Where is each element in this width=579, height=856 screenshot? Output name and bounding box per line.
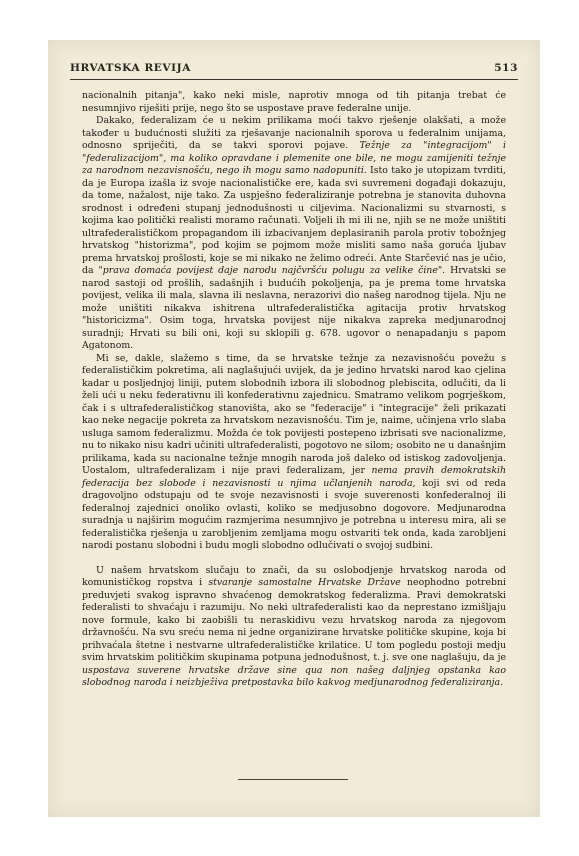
paragraph: [82, 565, 506, 690]
header-rule: [70, 79, 518, 80]
journal-page: [48, 40, 540, 817]
text-run: Dakako, federalizam će u nekim prilikama moći takvo rješenje olakšati, a može također u budućnosti služiti za rješavanje nacionalnih sporova u federalnim unijama, odnosno spriječiti, da se takvi sporovi pojave.: [82, 115, 506, 151]
italic-emphasis: Težnje za "integracijom" i "federalizacijom", ma koliko opravdane i plemenite one bile, ne mogu zamijeniti težnje za narodnom nezavisnošću, nego ih mogu samo nadopuniti.: [82, 140, 506, 176]
text-run: Mi se, dakle, slažemo s time, da se hrvatske težnje za nezavisnošću povežu s federalističkim pokretima, ali naglašujući uvijek, da je jedino hrvatski narod kao cjelina kadar u posljednjoj liniji, putem slobodnih izbora ili slobodnog plebiscita, odlučiti, da li želi ući u neku federativnu ili konfederativnu zajednicu. Smatramo velikom pogrješkom, čak i s ultrafederalističkog stanovišta, ako se "federacije" i "integracije" želi prikazati kao neke negacije pokreta za hrvatskom nezavisnošću. Tim je, naime, učinjena vrlo slaba usluga samom federalizmu. Možda će tok povijesti postepeno izbrisati sve nacionalizme, nu to nikako nisu kadri učiniti ultrafederalisti, pogotovo ne silom; osobito ne u današnjim prilikama, kada su nacionalne težnje mnogih naroda još daleko od istiskog zadovoljenja. Uostalom, ultrafederalizam i nije pravi federalizam, jer: [82, 352, 506, 476]
text-run: nacionalnih pitanja", kako neki misle, naprotiv mnoga od tih pitanja trebat će nesumnjivo riješiti prije, nego što se uspostave prave federalne unije.: [82, 90, 506, 114]
page-number: 513: [494, 62, 518, 74]
text-run: neophodno potrebni preduvjeti svakog ispravno shvaćenog demokratskog federalizma. Pravi demokratski federalisti to shvaćaju i razumiju. No neki ultrafederalisti kao da neprestano izmišljaju nove formule, kako bi zaobišli tu neraskidivu vezu hrvatskog naroda za njegovom državnošću. Na svu sreću nema ni jedne organizirane hrvatske političke skupine, koja bi prihvaćala štetne i nestvarne ultrafederalističke krilatice. U tom pogledu postoji medju svim hrvatskim političkim skupinama potpuna jednodušnost, t. j. sve one naglašuju, da je: [82, 577, 507, 663]
closing-rule: [238, 779, 348, 780]
text-run: Isto tako je utopizam tvrditi, da je Europa izašla iz svoje nacionalističke ere, kada svi suvremeni događaji dokazuju, da tome, nažalost, nije tako. Za uspješno federaliziranje potrebna je stanovita duhovna srodnost i određeni stupanj jednodušnosti u ciljevima. Nacionalizmi su stvarnosti, s kojima kao politički realisti moramo računati. Voljeli ih mi ili ne, njih se ne može uništiti ultrafederalističkom propagandom ili izbacivanjem deplasiranih parola protiv tobožnjeg hrvatskog "historizma", pod kojim se pojmom može misliti samo naša goruća ljubav prema hrvatskoj prošlosti, koje se mi nikako ne želimo odreći. Ante Starčević nas je učio, da: [82, 165, 506, 276]
text-run: Hrvatski se narod sastoji od prošlih, sadašnjih i budućih pokoljenja, pa je prema tome hrvatska povijest, velika ili mala, slavna ili neslavna, nerazorivi dio našeg narodnog tijela. Nju ne može uništiti nikakva ishitrena ultrafederalistička agitacija protiv hrvatskog "historicizma". Osim toga, hrvatska povijest nije nikakva zapreka medjunarodnoj suradnji; Hrvati su bili oni, koji su sklopili g. 678. ugovor o nenapadanju s papom Agatonom.: [82, 265, 506, 351]
paragraph: [82, 115, 506, 353]
journal-title: HRVATSKA REVIJA: [70, 62, 191, 74]
italic-emphasis: stvaranje samostalne Hrvatske Države: [208, 577, 401, 588]
paragraph: [82, 353, 506, 553]
italic-emphasis: uspostava suverene hrvatske države sine qua non našeg daljnjeg opstanka kao slobodnog naroda i neizbježiva pretpostavka bilo kakvog medjunarodnog federaliziranja.: [82, 664, 506, 688]
text-run: koji svi od reda dragovoljno odstupaju od te svoje nezavisnosti i svoje suverenosti konfederalnoj ili federalnoj zajednici onoliko ovlasti, koliko se medjusobno dogovore. Medjunarodna suradnja u najširim mogućim razmjerima nesumnjivo je potrebna u interesu mira, ali se federalistička rješenja u zarobljenim zemljama mogu ostvariti tek onda, kada zarobljeni narodi postanu slobodni i budu mogli slobodno odlučivati o svojoj sudbini.: [82, 477, 506, 551]
italic-emphasis: nema pravih demokratskih federacija bez slobode i nezavisnosti u njima učlanjenih naroda,: [82, 465, 506, 489]
paragraph: [82, 90, 506, 115]
running-header: [70, 62, 518, 78]
italic-emphasis: "prava domaća povijest daje narodu najčvršću polugu za velike čine".: [98, 265, 446, 276]
article-body: [82, 90, 506, 690]
text-run: U našem hrvatskom slučaju to znači, da su oslobodjenje hrvatskog naroda od komunističkog ropstva i: [82, 564, 506, 588]
